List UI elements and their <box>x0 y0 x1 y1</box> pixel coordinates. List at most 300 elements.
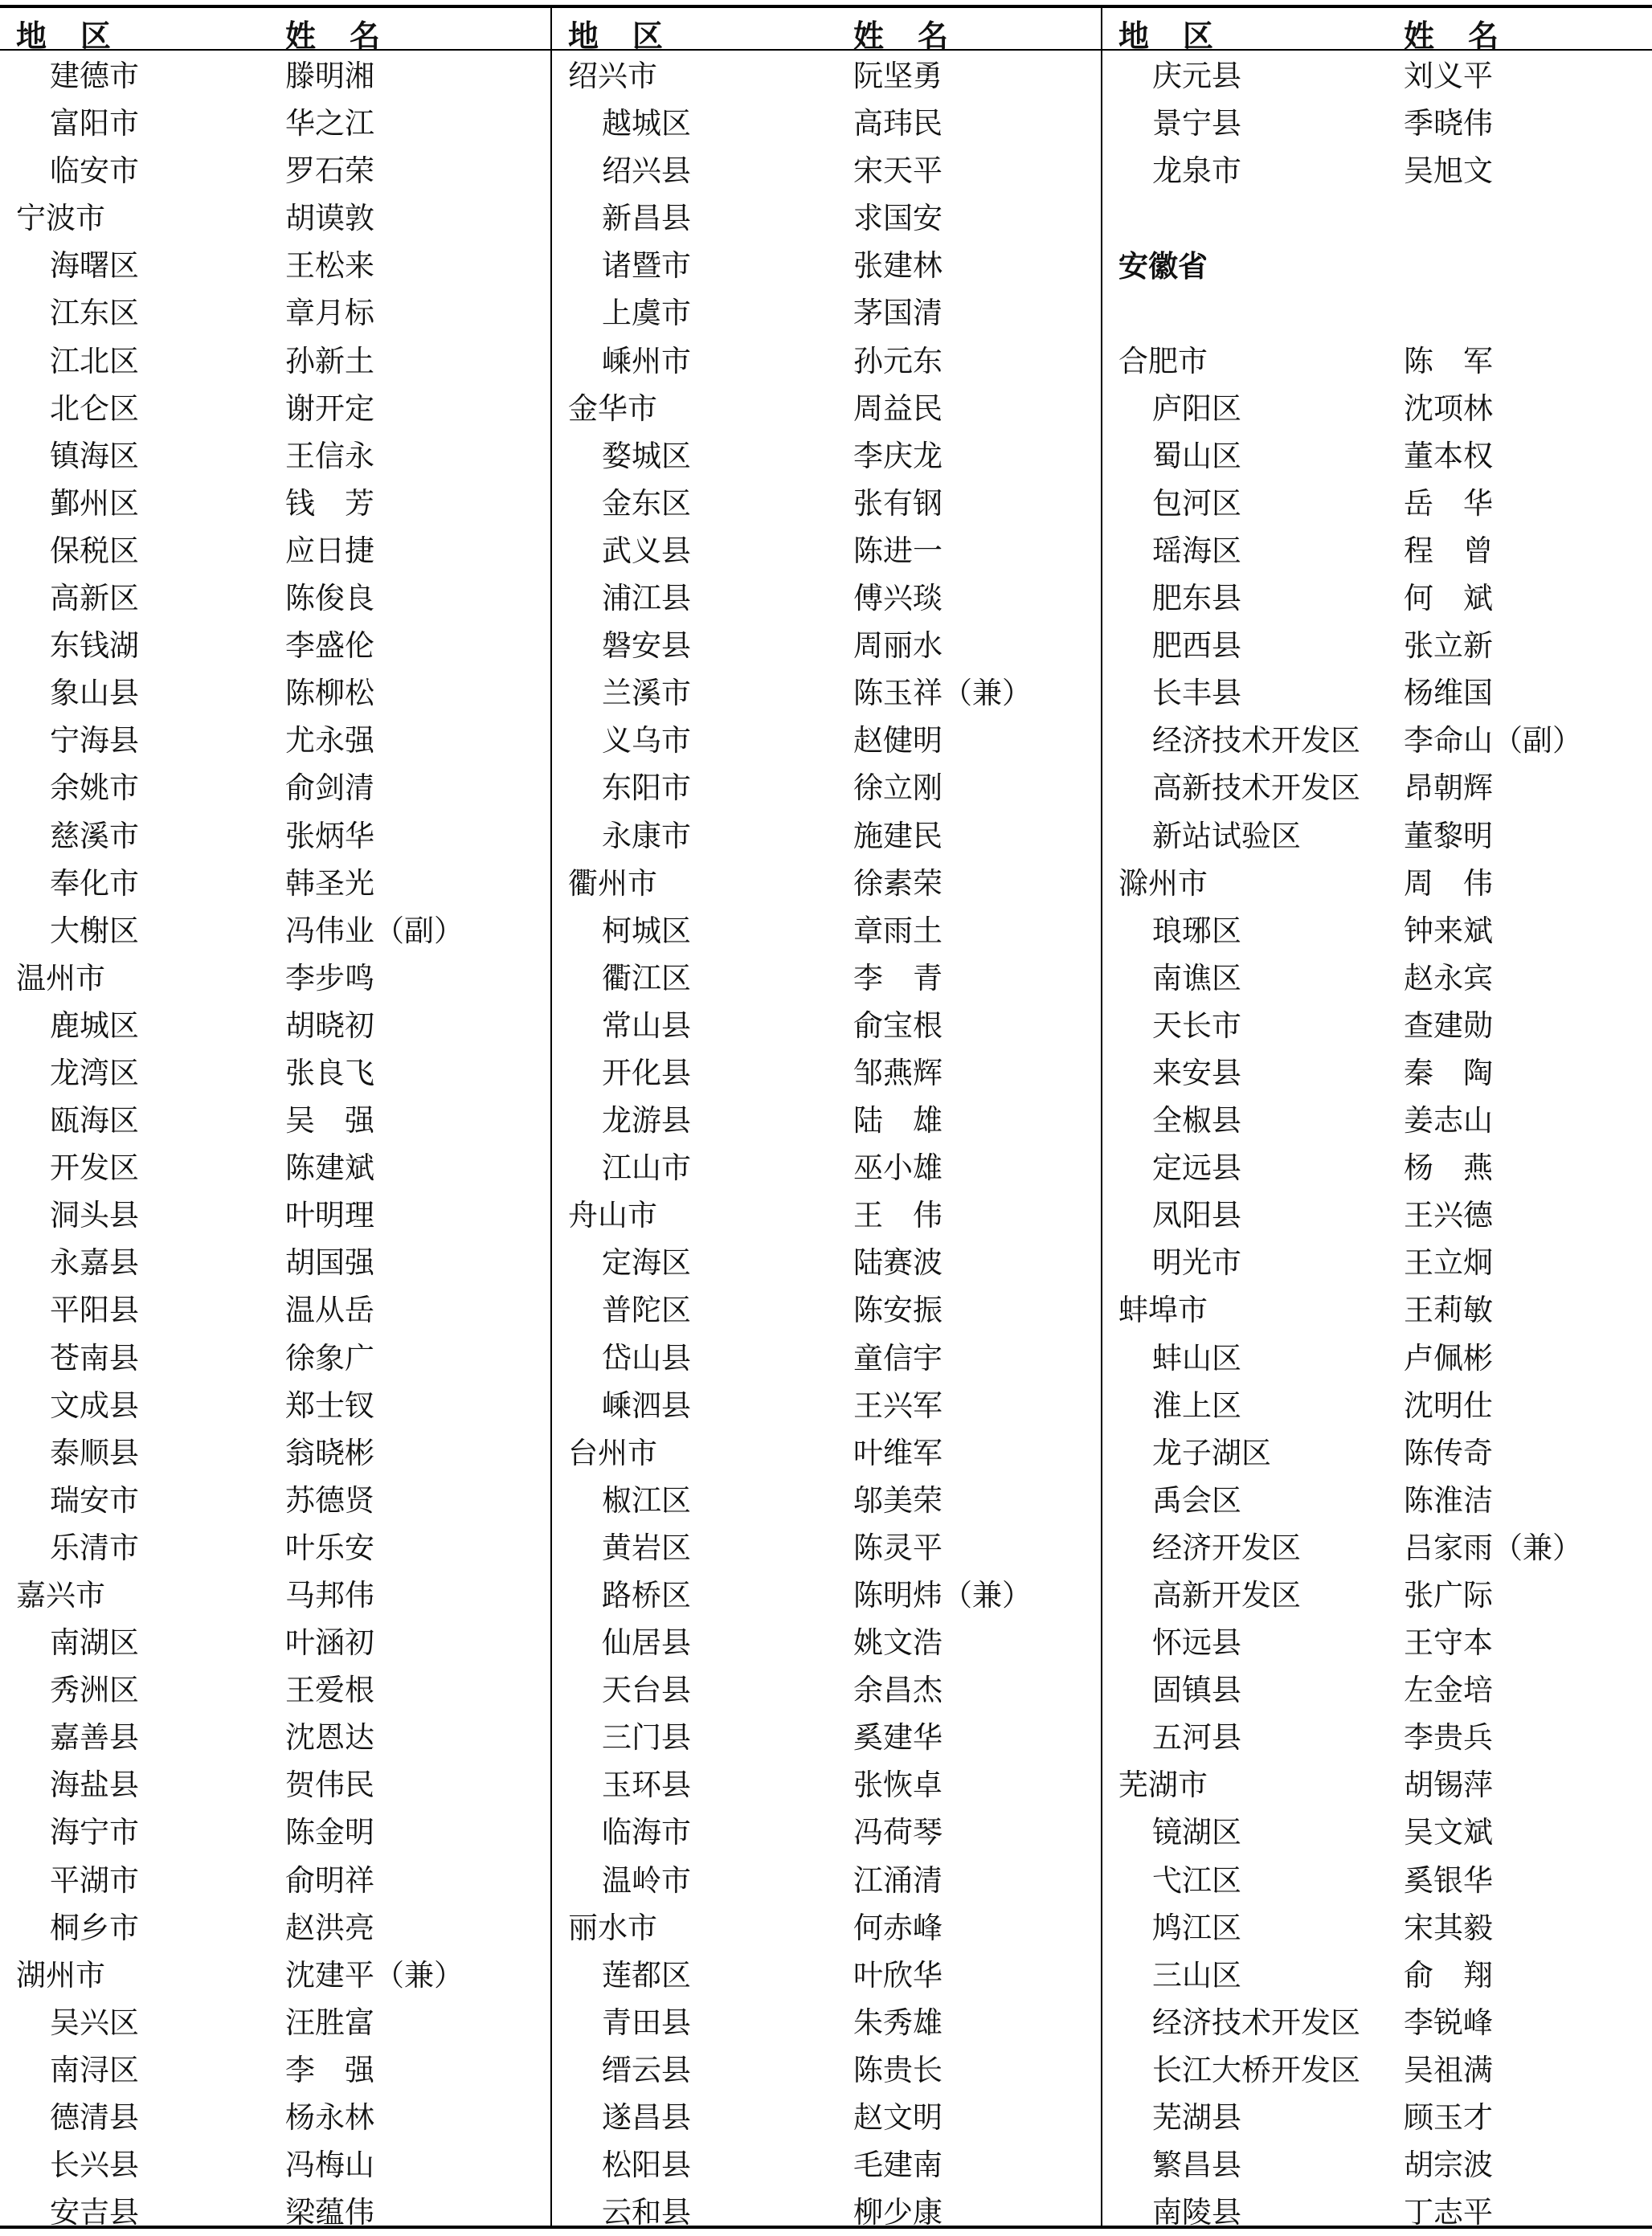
name-cell: 周丽水 <box>853 628 943 664</box>
table-row <box>552 194 1101 242</box>
region-cell: 景宁县 <box>1152 106 1241 141</box>
region-cell: 永嘉县 <box>50 1245 139 1281</box>
table-row <box>1102 1952 1651 1999</box>
table-row <box>552 812 1101 860</box>
name-cell: 沈恩达 <box>285 1720 374 1756</box>
table-row <box>552 385 1101 432</box>
region-cell: 蜀山区 <box>1152 438 1241 473</box>
region-cell: 遂昌县 <box>602 2100 691 2136</box>
table-row <box>552 1286 1101 1334</box>
name-cell: 昂朝辉 <box>1404 771 1493 806</box>
table-column <box>552 5 1101 2230</box>
region-cell: 越城区 <box>602 106 691 141</box>
table-row <box>1102 1572 1651 1619</box>
region-cell: 高新开发区 <box>1152 1578 1301 1613</box>
name-cell: 孙新土 <box>285 343 374 378</box>
name-cell: 胡锡萍 <box>1404 1768 1493 1803</box>
name-cell: 陈俊良 <box>285 581 374 616</box>
table-row <box>552 147 1101 194</box>
name-cell: 宋天平 <box>853 153 943 189</box>
column-header <box>0 5 549 54</box>
name-cell: 张立新 <box>1404 628 1493 664</box>
name-cell: 毛建南 <box>853 2148 943 2183</box>
table-row <box>1102 1429 1651 1477</box>
region-cell: 余姚市 <box>50 771 139 806</box>
region-cell: 芜湖市 <box>1118 1768 1208 1803</box>
region-cell: 青田县 <box>602 2005 691 2040</box>
name-cell: 温从岳 <box>285 1293 374 1328</box>
name-cell: 罗石荣 <box>285 153 374 189</box>
region-cell: 凤阳县 <box>1152 1198 1241 1233</box>
table-row <box>1102 669 1651 717</box>
region-cell: 镇海区 <box>50 438 139 473</box>
name-cell: 陈安振 <box>853 1293 943 1328</box>
table-row <box>552 622 1101 669</box>
table-column <box>0 5 549 2230</box>
table-row <box>1102 1666 1651 1714</box>
name-cell: 江涌清 <box>853 1862 943 1898</box>
table-row <box>552 100 1101 147</box>
table-row <box>1102 812 1651 860</box>
table-row <box>552 1429 1101 1477</box>
table-row <box>1102 1714 1651 1761</box>
table-row <box>552 480 1101 527</box>
table-row <box>0 860 549 907</box>
name-cell: 苏德贤 <box>285 1482 374 1518</box>
name-cell: 张广际 <box>1404 1578 1493 1613</box>
name-cell: 朱秀雄 <box>853 2005 943 2040</box>
name-cell: 董黎明 <box>1404 818 1493 853</box>
table-row <box>552 1857 1101 1904</box>
table-row <box>0 1761 549 1809</box>
table-row <box>0 1239 549 1286</box>
name-cell: 张炳华 <box>285 818 374 853</box>
table-row <box>1102 2141 1651 2189</box>
table-row <box>0 1904 549 1952</box>
region-cell: 江北区 <box>50 343 139 378</box>
table-row <box>552 1382 1101 1429</box>
name-cell: 冯荷琴 <box>853 1815 943 1850</box>
name-cell: 徐立刚 <box>853 771 943 806</box>
table-row <box>0 100 549 147</box>
name-cell: 董本权 <box>1404 438 1493 473</box>
name-cell: 叶乐安 <box>285 1530 374 1565</box>
name-cell: 张恢卓 <box>853 1768 943 1803</box>
name-cell: 叶维军 <box>853 1435 943 1470</box>
table-row <box>552 1666 1101 1714</box>
name-cell: 王守本 <box>1404 1625 1493 1661</box>
region-cell: 慈溪市 <box>50 818 139 853</box>
table-row <box>1102 194 1651 242</box>
table-row <box>1102 100 1651 147</box>
table-row <box>552 1524 1101 1572</box>
region-cell: 滁州市 <box>1118 865 1208 901</box>
table-row <box>1102 1192 1651 1239</box>
region-cell: 固镇县 <box>1152 1673 1241 1708</box>
region-cell: 江东区 <box>50 296 139 331</box>
name-cell: 张有钢 <box>853 485 943 521</box>
region-cell: 玉环县 <box>602 1768 691 1803</box>
table-row <box>0 2094 549 2141</box>
region-cell: 文成县 <box>50 1388 139 1423</box>
region-cell: 松阳县 <box>602 2148 691 2183</box>
region-cell: 磐安县 <box>602 628 691 664</box>
region-cell: 建德市 <box>50 59 139 93</box>
region-cell: 安吉县 <box>50 2195 139 2230</box>
table-row <box>552 2094 1101 2141</box>
table-row <box>0 1002 549 1049</box>
name-cell: 傅兴琰 <box>853 581 943 616</box>
region-cell: 缙云县 <box>602 2052 691 2087</box>
name-cell: 刘义平 <box>1404 59 1493 93</box>
region-cell: 温岭市 <box>602 1862 691 1898</box>
name-cell: 岳 华 <box>1404 485 1493 521</box>
name-cell: 胡晓初 <box>285 1008 374 1043</box>
name-cell: 茅国清 <box>853 296 943 331</box>
region-cell: 瓯海区 <box>50 1103 139 1138</box>
table-row <box>552 1477 1101 1524</box>
table-row <box>1102 1239 1651 1286</box>
region-cell: 云和县 <box>602 2195 691 2230</box>
table-row <box>552 1999 1101 2046</box>
table-row <box>552 1335 1101 1382</box>
name-cell: 叶欣华 <box>853 1957 943 1993</box>
region-cell: 海盐县 <box>50 1768 139 1803</box>
table-row <box>1102 2189 1651 2236</box>
region-cell: 洞头县 <box>50 1198 139 1233</box>
name-cell: 陈玉祥（兼） <box>853 676 1032 711</box>
region-cell: 淮上区 <box>1152 1388 1241 1423</box>
table-row <box>0 1382 549 1429</box>
table-row <box>1102 954 1651 1002</box>
region-cell: 天长市 <box>1152 1008 1241 1043</box>
name-cell: 李 强 <box>285 2052 374 2087</box>
table-row <box>552 242 1101 289</box>
table-row <box>0 2046 549 2094</box>
region-cell: 台州市 <box>568 1435 657 1470</box>
table-row <box>552 432 1101 480</box>
name-cell: 赵洪亮 <box>285 1910 374 1945</box>
table-row <box>0 1335 549 1382</box>
name-cell: 陈传奇 <box>1404 1435 1493 1470</box>
name-cell: 宋其毅 <box>1404 1910 1493 1945</box>
name-cell: 余昌杰 <box>853 1673 943 1708</box>
region-cell: 长江大桥开发区 <box>1152 2052 1360 2087</box>
name-cell: 冯伟业（副） <box>285 913 464 948</box>
table-row <box>1102 1761 1651 1809</box>
table-row <box>552 1097 1101 1144</box>
table-row <box>552 717 1101 764</box>
name-cell: 李命山（副） <box>1404 723 1582 758</box>
table-row <box>552 1809 1101 1856</box>
name-cell: 李 青 <box>853 960 943 995</box>
name-cell: 陈 军 <box>1404 343 1493 378</box>
table-row <box>0 1144 549 1192</box>
region-cell: 衢江区 <box>602 960 691 995</box>
header-region: 地 区 <box>16 18 113 54</box>
region-cell: 长兴县 <box>50 2148 139 2183</box>
region-cell: 乐清市 <box>50 1530 139 1565</box>
region-cell: 瑞安市 <box>50 1482 139 1518</box>
table-row <box>552 1619 1101 1666</box>
region-cell: 鹿城区 <box>50 1008 139 1043</box>
name-cell: 胡谟敦 <box>285 201 374 236</box>
table-row <box>1102 1619 1651 1666</box>
name-cell: 杨 燕 <box>1404 1151 1493 1186</box>
name-cell: 梁蕴伟 <box>285 2195 374 2230</box>
name-cell: 贺伟民 <box>285 1768 374 1803</box>
header-name: 姓 名 <box>1404 18 1501 54</box>
region-cell: 湖州市 <box>16 1957 105 1993</box>
header-name: 姓 名 <box>285 18 382 54</box>
name-cell: 叶明理 <box>285 1198 374 1233</box>
name-cell: 左金培 <box>1404 1673 1493 1708</box>
name-cell: 沈项林 <box>1404 390 1493 426</box>
region-cell: 普陀区 <box>602 1293 691 1328</box>
table-row <box>552 669 1101 717</box>
name-cell: 姚文浩 <box>853 1625 943 1661</box>
region-cell: 宁波市 <box>16 201 105 236</box>
table-row <box>552 1239 1101 1286</box>
name-cell: 冯梅山 <box>285 2148 374 2183</box>
region-cell: 三山区 <box>1152 1957 1241 1993</box>
table-row <box>1102 1477 1651 1524</box>
name-cell: 周 伟 <box>1404 865 1493 901</box>
header-region: 地 区 <box>1118 18 1216 54</box>
table-row <box>1102 1144 1651 1192</box>
name-cell: 陈灵平 <box>853 1530 943 1565</box>
name-cell: 季晓伟 <box>1404 106 1493 141</box>
table-row <box>1102 1049 1651 1097</box>
table-row <box>1102 860 1651 907</box>
table-row <box>1102 764 1651 811</box>
region-cell: 南陵县 <box>1152 2195 1241 2230</box>
table-row <box>552 1144 1101 1192</box>
region-cell: 新昌县 <box>602 201 691 236</box>
region-cell: 浦江县 <box>602 581 691 616</box>
table-row <box>0 1049 549 1097</box>
name-cell: 赵健明 <box>853 723 943 758</box>
name-cell: 王松来 <box>285 248 374 284</box>
name-cell: 沈建平（兼） <box>285 1957 464 1993</box>
name-cell: 钟来斌 <box>1404 913 1493 948</box>
name-cell: 韩圣光 <box>285 865 374 901</box>
name-cell: 邹燕辉 <box>853 1055 943 1090</box>
region-cell: 开发区 <box>50 1151 139 1186</box>
table-row <box>552 2046 1101 2094</box>
region-cell: 禹会区 <box>1152 1482 1241 1518</box>
name-cell: 胡国强 <box>285 1245 374 1281</box>
region-cell: 嵊泗县 <box>602 1388 691 1423</box>
name-cell: 陈柳松 <box>285 676 374 711</box>
table-row <box>0 1477 549 1524</box>
region-cell: 鸠江区 <box>1152 1910 1241 1945</box>
table-row <box>1102 1857 1651 1904</box>
name-cell: 张建林 <box>853 248 943 284</box>
table-row <box>1102 2046 1651 2094</box>
region-cell: 婺城区 <box>602 438 691 473</box>
region-cell: 庐阳区 <box>1152 390 1241 426</box>
region-cell: 象山县 <box>50 676 139 711</box>
region-cell: 柯城区 <box>602 913 691 948</box>
region-cell: 诸暨市 <box>602 248 691 284</box>
name-cell: 秦 陶 <box>1404 1055 1493 1090</box>
table-row <box>0 1619 549 1666</box>
name-cell: 童信宇 <box>853 1340 943 1376</box>
name-cell: 张良飞 <box>285 1055 374 1090</box>
name-cell: 钱 芳 <box>285 485 374 521</box>
table-row <box>552 1572 1101 1619</box>
region-cell: 上虞市 <box>602 296 691 331</box>
region-cell: 临安市 <box>50 153 139 189</box>
region-cell: 莲都区 <box>602 1957 691 1993</box>
table-row <box>1102 527 1651 574</box>
table-row <box>1102 2094 1651 2141</box>
table-row <box>1102 147 1651 194</box>
table-row <box>1102 1524 1651 1572</box>
name-cell: 杨维国 <box>1404 676 1493 711</box>
name-cell: 陈贵长 <box>853 2052 943 2087</box>
region-cell: 温州市 <box>16 960 105 995</box>
name-cell: 奚银华 <box>1404 1862 1493 1898</box>
table-row <box>0 1666 549 1714</box>
column-header <box>552 5 1101 54</box>
region-cell: 三门县 <box>602 1720 691 1756</box>
region-cell: 芜湖县 <box>1152 2100 1241 2136</box>
region-cell: 德清县 <box>50 2100 139 2136</box>
region-cell: 桐乡市 <box>50 1910 139 1945</box>
region-cell: 繁昌县 <box>1152 2148 1241 2183</box>
region-cell: 路桥区 <box>602 1578 691 1613</box>
name-cell: 姜志山 <box>1404 1103 1493 1138</box>
name-cell: 李锐峰 <box>1404 2005 1493 2040</box>
region-cell: 龙湾区 <box>50 1055 139 1090</box>
table-row <box>1102 1999 1651 2046</box>
region-cell: 富阳市 <box>50 106 139 141</box>
table-row <box>0 1714 549 1761</box>
region-cell: 高新技术开发区 <box>1152 771 1360 806</box>
table-row <box>1102 1097 1651 1144</box>
table-row <box>0 1952 549 1999</box>
region-cell: 北仑区 <box>50 390 139 426</box>
region-cell: 平湖市 <box>50 1862 139 1898</box>
region-cell: 怀远县 <box>1152 1625 1241 1661</box>
region-cell: 龙游县 <box>602 1103 691 1138</box>
region-cell: 五河县 <box>1152 1720 1241 1756</box>
table-row <box>0 812 549 860</box>
region-cell: 高新区 <box>50 581 139 616</box>
name-cell: 高玮民 <box>853 106 943 141</box>
table-row <box>1102 574 1651 622</box>
region-cell: 大榭区 <box>50 913 139 948</box>
name-cell: 尤永强 <box>285 723 374 758</box>
name-cell: 王兴军 <box>853 1388 943 1423</box>
name-cell: 滕明湘 <box>285 59 374 93</box>
header-region: 地 区 <box>568 18 665 54</box>
table-row <box>0 1999 549 2046</box>
name-cell: 陆 雄 <box>853 1103 943 1138</box>
region-cell: 长丰县 <box>1152 676 1241 711</box>
table-row <box>0 52 549 100</box>
region-cell: 龙泉市 <box>1152 153 1241 189</box>
region-cell: 绍兴县 <box>602 153 691 189</box>
region-cell: 弋江区 <box>1152 1862 1241 1898</box>
table-row <box>552 1192 1101 1239</box>
table-row <box>0 764 549 811</box>
region-cell: 绍兴市 <box>568 59 657 93</box>
name-cell: 何 斌 <box>1404 581 1493 616</box>
name-cell: 华之江 <box>285 106 374 141</box>
name-cell: 王莉敏 <box>1404 1293 1493 1328</box>
table-row <box>0 2189 549 2236</box>
region-cell: 奉化市 <box>50 865 139 901</box>
region-cell: 秀洲区 <box>50 1673 139 1708</box>
name-cell: 巫小雄 <box>853 1151 943 1186</box>
name-cell: 程 曾 <box>1404 533 1493 568</box>
name-cell: 沈明仕 <box>1404 1388 1493 1423</box>
table-row <box>552 52 1101 100</box>
name-cell: 查建勋 <box>1404 1008 1493 1043</box>
name-cell: 周益民 <box>853 390 943 426</box>
table-row <box>0 1572 549 1619</box>
region-cell: 开化县 <box>602 1055 691 1090</box>
region-cell: 义乌市 <box>602 723 691 758</box>
name-cell: 胡宗波 <box>1404 2148 1493 2183</box>
name-cell: 马邦伟 <box>285 1578 374 1613</box>
name-cell: 徐象广 <box>285 1340 374 1376</box>
table-row <box>0 2141 549 2189</box>
name-cell: 陆赛波 <box>853 1245 943 1281</box>
name-cell: 杨永林 <box>285 2100 374 2136</box>
name-cell: 陈建斌 <box>285 1151 374 1186</box>
region-cell: 金东区 <box>602 485 691 521</box>
region-cell: 嘉兴市 <box>16 1578 105 1613</box>
name-cell: 王立炯 <box>1404 1245 1493 1281</box>
region-cell: 定海区 <box>602 1245 691 1281</box>
table-row <box>552 1714 1101 1761</box>
name-cell: 吴文斌 <box>1404 1815 1493 1850</box>
table-row <box>1102 1904 1651 1952</box>
region-cell: 经济技术开发区 <box>1152 2005 1360 2040</box>
region-cell: 蚌埠市 <box>1118 1293 1208 1328</box>
name-cell: 俞明祥 <box>285 1862 374 1898</box>
region-cell: 东钱湖 <box>50 628 139 664</box>
table-row <box>1102 289 1651 337</box>
name-cell: 陈淮洁 <box>1404 1482 1493 1518</box>
table-row <box>1102 52 1651 100</box>
name-cell: 陈明炜（兼） <box>853 1578 1032 1613</box>
table-row <box>0 1286 549 1334</box>
region-cell: 镜湖区 <box>1152 1815 1241 1850</box>
region-cell: 舟山市 <box>568 1198 657 1233</box>
name-cell: 郑士钗 <box>285 1388 374 1423</box>
table-row <box>0 480 549 527</box>
table-row <box>1102 1002 1651 1049</box>
region-cell: 丽水市 <box>568 1910 657 1945</box>
name-cell: 陈进一 <box>853 533 943 568</box>
table-row <box>0 527 549 574</box>
table-row <box>1102 1286 1651 1334</box>
table-row <box>552 289 1101 337</box>
region-cell: 金华市 <box>568 390 657 426</box>
table-row <box>1102 385 1651 432</box>
table-row <box>1102 1335 1651 1382</box>
region-cell: 庆元县 <box>1152 59 1241 93</box>
region-cell: 南湖区 <box>50 1625 139 1661</box>
table-row <box>552 1952 1101 1999</box>
region-cell: 武义县 <box>602 533 691 568</box>
name-cell: 王信永 <box>285 438 374 473</box>
